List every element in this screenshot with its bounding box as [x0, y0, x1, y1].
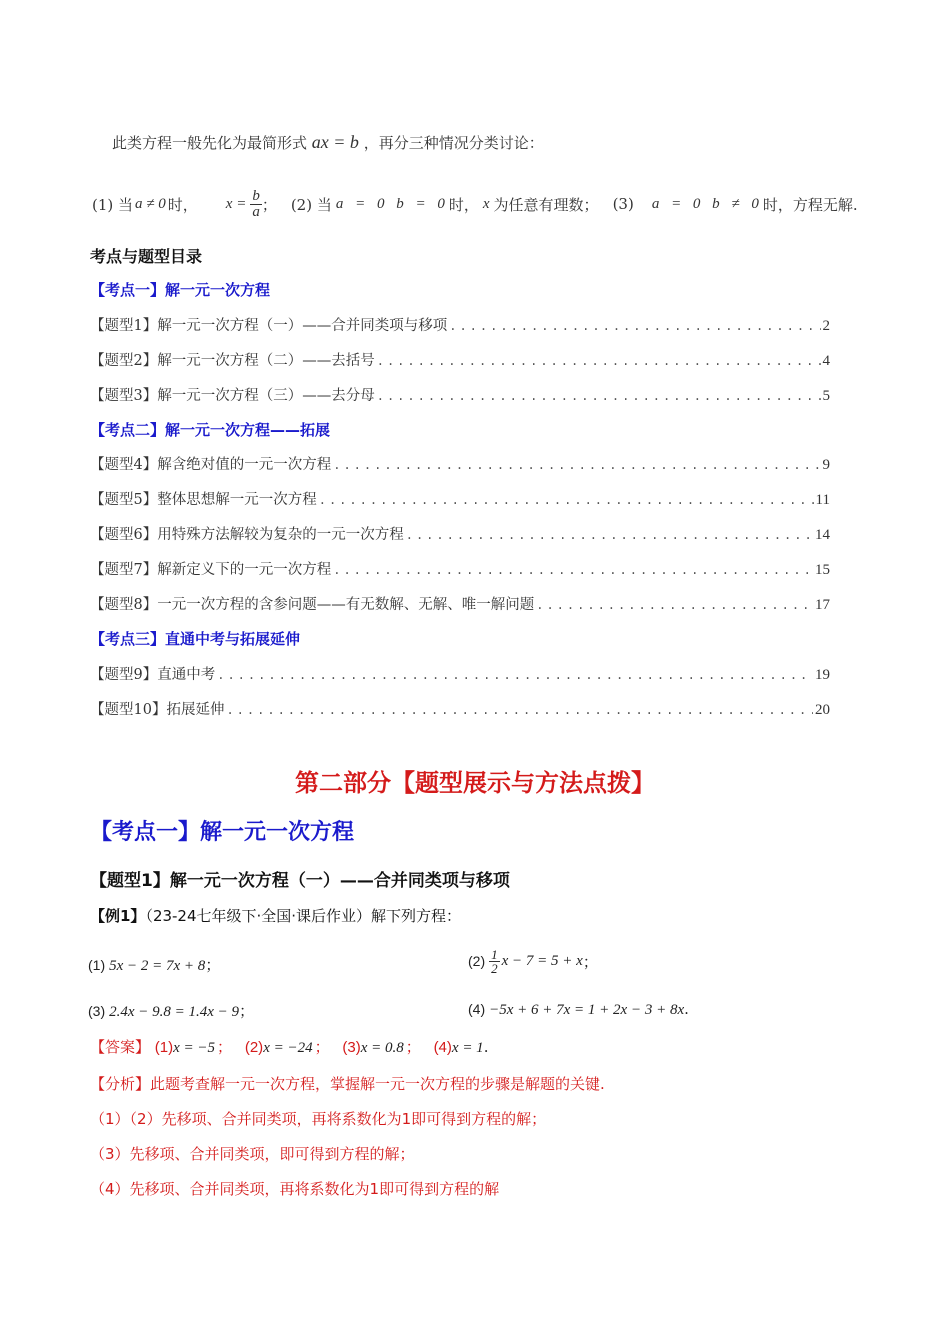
case1-label: (1) 当: [92, 195, 134, 214]
answer-1: (1)x = −5 ；: [154, 1038, 233, 1056]
toc-item-3[interactable]: [90, 383, 830, 405]
problem-end: ；: [205, 956, 221, 974]
problem-equation: 2.4x − 9.8 = 1.4x − 9: [109, 1004, 240, 1020]
toc-leader: [536, 596, 813, 614]
toc-item-label: 【题型3】解一元一次方程（三）——去分母: [90, 388, 375, 404]
analysis-step-1: （1）（2）先移项、合并同类项，再将系数化为1即可得到方程的解；: [90, 1110, 547, 1128]
toc-item-page: 4: [822, 353, 830, 369]
toc-item-page: 5: [822, 388, 830, 404]
answer-3: (3)x = 0.8 ；: [342, 1038, 421, 1056]
case1-when: 时，: [167, 195, 198, 214]
toc-section-2[interactable]: 【考点二】解一元一次方程——拓展: [90, 421, 331, 439]
case3-condition: a = 0 b ≠ 0: [651, 195, 759, 212]
problem-2: [468, 940, 598, 982]
analysis-label: 【分析】: [90, 1075, 151, 1093]
toc-section-3[interactable]: 【考点三】直通中考与拓展延伸: [90, 630, 301, 648]
toc-item-8[interactable]: [90, 592, 830, 614]
problem-number: (4): [468, 1001, 486, 1017]
toc-item-9[interactable]: [90, 662, 830, 684]
analysis-step-3: （4）先移项、合并同类项，再将系数化为1即可得到方程的解: [90, 1180, 500, 1198]
intro-text-after: ，再分三种情况分类讨论：: [363, 134, 544, 152]
toc-leader: [377, 352, 821, 370]
kaodian-heading: 【考点一】解一元一次方程: [90, 820, 355, 845]
answer-4: (4)x = 1.: [433, 1038, 489, 1056]
case1-x: x =: [225, 195, 247, 212]
answer-line: [90, 1036, 488, 1057]
example-label: 【例1】: [90, 907, 146, 925]
case2-condition: a = 0 b = 0: [335, 195, 445, 212]
toc-leader: [406, 526, 813, 544]
problem-3: [88, 1000, 254, 1021]
cases-line: [92, 176, 858, 232]
intro-formula: ax = b: [311, 132, 359, 152]
toc-item-7[interactable]: [90, 557, 830, 579]
problem-4: [468, 1000, 689, 1019]
case1-fraction: [250, 189, 262, 220]
toc-item-10[interactable]: [90, 697, 830, 719]
case3-when: 时，方程无解.: [762, 195, 858, 214]
example-line: [90, 905, 461, 926]
toc-item-label: 【题型6】用特殊方法解较为复杂的一元一次方程: [90, 527, 404, 543]
part2-title: 第二部分【题型展示与方法点拨】: [295, 769, 655, 797]
intro-line: [112, 132, 544, 153]
toc-item-label: 【题型9】直通中考: [90, 667, 216, 683]
toc-item-label: 【题型2】解一元一次方程（二）——去括号: [90, 353, 375, 369]
toc-leader: [319, 491, 814, 509]
case2-label: (2) 当: [290, 195, 332, 214]
toc-item-label: 【题型10】拓展延伸: [90, 702, 225, 718]
problem-end: ；: [582, 952, 598, 971]
toc-item-label: 【题型4】解含绝对值的一元一次方程: [90, 457, 332, 473]
problem-number: (3): [88, 1003, 106, 1019]
problem-equation: x − 7 = 5 + x: [501, 952, 583, 969]
case1-condition: a ≠ 0: [135, 195, 166, 212]
toc-leader: [449, 317, 820, 335]
toc-item-label: 【题型1】解一元一次方程（一）——合并同类项与移项: [90, 318, 448, 334]
fraction-numerator: 1: [491, 946, 498, 962]
analysis-line: [90, 1073, 605, 1094]
toc-item-4[interactable]: [90, 452, 830, 474]
toc-leader: [226, 701, 813, 719]
case2-when: 时，: [448, 195, 479, 214]
toc-leader: [333, 561, 813, 579]
toc-item-page: 9: [822, 457, 830, 473]
answer-label: 【答案】: [90, 1038, 151, 1056]
problem-equation: −5x + 6 + 7x = 1 + 2x − 3 + 8x: [489, 1002, 685, 1018]
answer-2: (2)x = −24 ；: [244, 1038, 330, 1056]
case2-result: 为任意有理数；: [493, 195, 599, 214]
toc-item-5[interactable]: [90, 487, 830, 509]
example-source: （23-24七年级下·全国·课后作业）解下列方程：: [145, 907, 462, 925]
toc-leader: [217, 666, 813, 684]
case2-x: x: [482, 195, 490, 212]
problem-end: ；: [239, 1002, 255, 1020]
toc-leader: [333, 456, 820, 474]
toc-item-1[interactable]: [90, 313, 830, 335]
case1-denominator: a: [252, 203, 260, 220]
toc-item-page: 15: [815, 562, 830, 578]
toc-item-label: 【题型5】整体思想解一元一次方程: [90, 492, 317, 508]
intro-text-before: 此类方程一般先化为最简形式: [112, 134, 308, 152]
toc-item-page: 19: [815, 667, 830, 683]
problem-fraction: [489, 948, 500, 975]
case1-end: ；: [261, 195, 277, 214]
toc-section-1[interactable]: 【考点一】解一元一次方程: [90, 281, 271, 299]
toc-item-page: 17: [815, 597, 830, 613]
toc-item-page: 2: [822, 318, 830, 334]
fraction-denominator: 2: [491, 960, 498, 976]
problem-end: .: [684, 1000, 689, 1018]
case1-numerator: b: [252, 187, 260, 204]
toc-item-page: 11: [815, 492, 830, 508]
problem-equation: 5x − 2 = 7x + 8: [109, 958, 206, 974]
toc-leader: [377, 387, 821, 405]
toc-item-6[interactable]: [90, 522, 830, 544]
toc-item-2[interactable]: [90, 348, 830, 370]
toc-item-label: 【题型7】解新定义下的一元一次方程: [90, 562, 332, 578]
analysis-step-2: （3）先移项、合并同类项，即可得到方程的解；: [90, 1145, 415, 1163]
problem-number: (2): [468, 953, 486, 969]
problem-number: (1): [88, 957, 106, 973]
tixing-heading: 【题型1】解一元一次方程（一）——合并同类项与移项: [90, 871, 510, 891]
analysis-text: 此题考查解一元一次方程，掌握解一元一次方程的步骤是解题的关键.: [150, 1075, 605, 1093]
toc-item-page: 20: [815, 702, 830, 718]
toc-item-label: 【题型8】一元一次方程的含参问题——有无数解、无解、唯一解问题: [90, 597, 535, 613]
problem-1: [88, 954, 220, 975]
toc-item-page: 14: [815, 527, 830, 543]
case3-label: (3): [612, 195, 634, 213]
toc-title: 考点与题型目录: [90, 247, 203, 266]
